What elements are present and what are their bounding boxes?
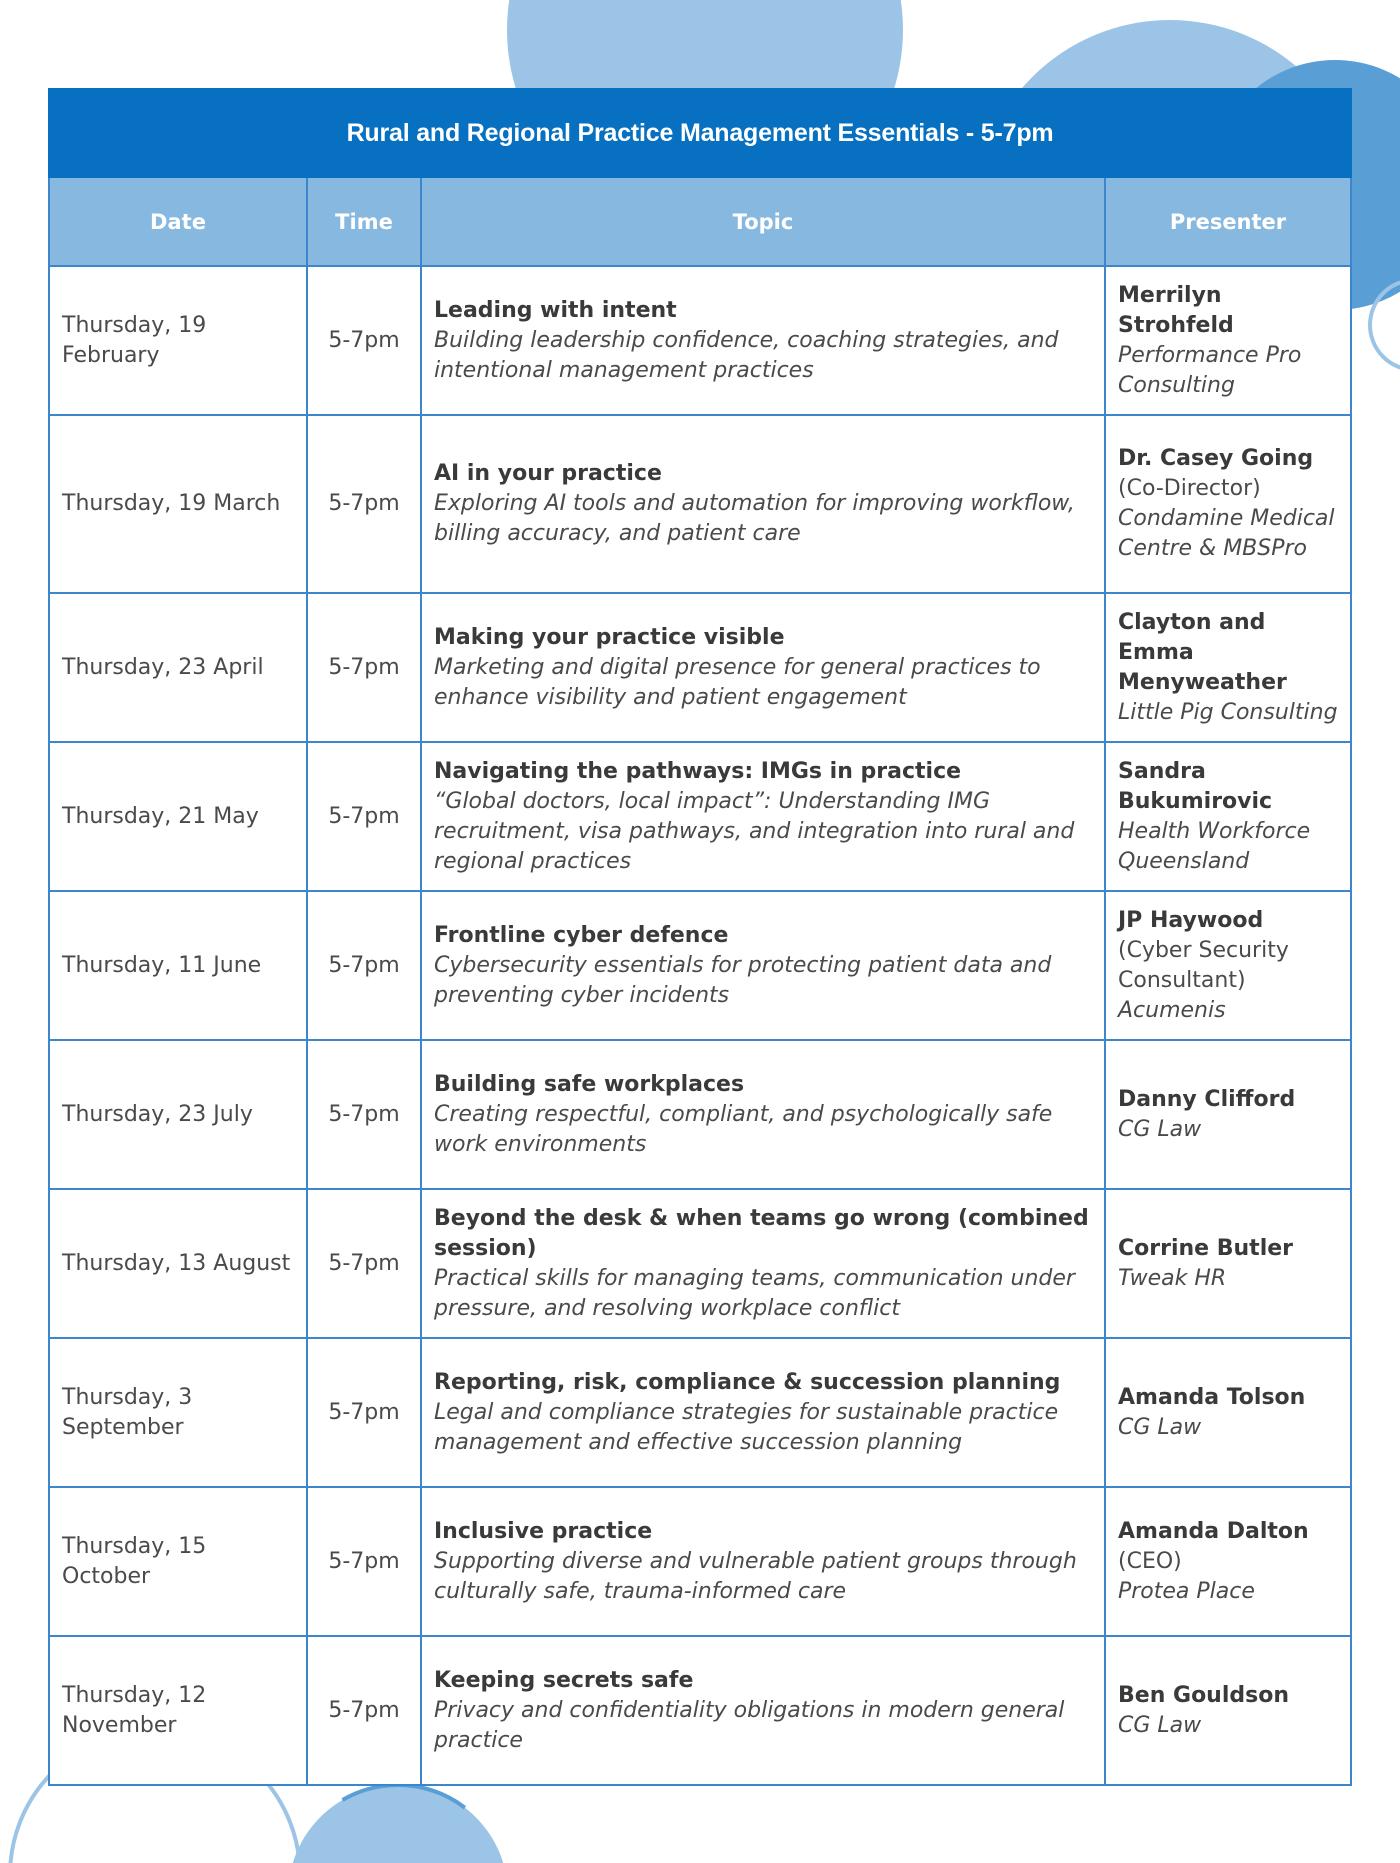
session-presenter xyxy=(1105,742,1351,891)
presenter-role: (Co-Director) xyxy=(1118,476,1261,501)
presenter-role: (CEO) xyxy=(1118,1548,1182,1574)
session-time: 5-7pm xyxy=(307,891,421,1040)
session-date: Thursday, 12 November xyxy=(49,1636,307,1785)
topic-description: Marketing and digital presence for general practices to enhance visibility and patient engagement xyxy=(434,654,1041,710)
presenter-organisation: Condamine Medical Centre & MBSPro xyxy=(1118,506,1335,561)
session-date: Thursday, 3 September xyxy=(49,1338,307,1487)
presenter-name: Dr. Casey Going xyxy=(1118,446,1314,471)
presenter-organisation: Performance Pro Consulting xyxy=(1118,342,1302,398)
session-topic xyxy=(421,742,1105,891)
session-time: 5-7pm xyxy=(307,1189,421,1338)
session-date: Thursday, 19 March xyxy=(49,415,307,593)
presenter-organisation: CG Law xyxy=(1118,1116,1202,1142)
session-presenter xyxy=(1105,1189,1351,1338)
session-topic xyxy=(421,266,1105,415)
topic-description: Exploring AI tools and automation for improving workflow, billing accuracy, and patient care xyxy=(434,491,1075,546)
presenter-name: Danny Clifford xyxy=(1118,1086,1296,1112)
presenter-name: JP Haywood xyxy=(1118,907,1264,933)
topic-description: Creating respectful, compliant, and psychologically safe work environments xyxy=(434,1101,1053,1157)
session-presenter xyxy=(1105,1338,1351,1487)
session-presenter xyxy=(1105,891,1351,1040)
topic-title: AI in your practice xyxy=(434,461,662,486)
circle-bottom-center xyxy=(288,1785,508,1863)
table-row xyxy=(49,891,1351,1040)
session-date: Thursday, 11 June xyxy=(49,891,307,1040)
session-date: Thursday, 23 April xyxy=(49,593,307,742)
presenter-organisation: Protea Place xyxy=(1118,1578,1255,1604)
topic-title: Inclusive practice xyxy=(434,1518,653,1544)
session-time: 5-7pm xyxy=(307,593,421,742)
session-date: Thursday, 21 May xyxy=(49,742,307,891)
table-title: Rural and Regional Practice Management Essentials - 5-7pm xyxy=(49,89,1351,177)
topic-title: Making your practice visible xyxy=(434,624,785,650)
session-date: Thursday, 19 February xyxy=(49,266,307,415)
table-row xyxy=(49,1487,1351,1636)
presenter-name: Amanda Dalton xyxy=(1118,1518,1309,1544)
session-topic xyxy=(421,1189,1105,1338)
topic-title: Leading with intent xyxy=(434,297,677,323)
session-topic xyxy=(421,1338,1105,1487)
session-topic xyxy=(421,593,1105,742)
table-row xyxy=(49,1338,1351,1487)
session-date: Thursday, 23 July xyxy=(49,1040,307,1189)
session-date: Thursday, 13 August xyxy=(49,1189,307,1338)
table-row xyxy=(49,1636,1351,1785)
presenter-role: (Cyber Security Consultant) xyxy=(1118,937,1289,993)
column-header-topic: Topic xyxy=(421,177,1105,266)
session-topic xyxy=(421,1487,1105,1636)
session-presenter xyxy=(1105,1636,1351,1785)
presenter-name: Sandra Bukumirovic xyxy=(1118,758,1273,814)
session-time: 5-7pm xyxy=(307,742,421,891)
column-header-presenter: Presenter xyxy=(1105,177,1351,266)
topic-title: Frontline cyber defence xyxy=(434,922,729,948)
session-presenter xyxy=(1105,1040,1351,1189)
presenter-name-line xyxy=(1118,906,1338,996)
column-header-time: Time xyxy=(307,177,421,266)
topic-description: Legal and compliance strategies for sustainable practice management and effective succession planning xyxy=(434,1399,1059,1455)
presenter-name: Clayton and Emma Menyweather xyxy=(1118,609,1287,695)
topic-title: Building safe workplaces xyxy=(434,1071,745,1097)
column-header-date: Date xyxy=(49,177,307,266)
session-time: 5-7pm xyxy=(307,266,421,415)
presenter-name: Amanda Tolson xyxy=(1118,1384,1306,1410)
presenter-organisation: CG Law xyxy=(1118,1712,1202,1738)
session-time: 5-7pm xyxy=(307,1040,421,1189)
presenter-organisation: Acumenis xyxy=(1118,997,1226,1023)
presenter-name: Corrine Butler xyxy=(1118,1235,1294,1261)
table-row xyxy=(49,415,1351,593)
session-date: Thursday, 15 October xyxy=(49,1487,307,1636)
session-presenter xyxy=(1105,593,1351,742)
session-time: 5-7pm xyxy=(307,1338,421,1487)
table-row xyxy=(49,593,1351,742)
table-row xyxy=(49,742,1351,891)
topic-description: Supporting diverse and vulnerable patient groups through culturally safe, trauma-informed care xyxy=(434,1548,1077,1604)
table-row xyxy=(49,1040,1351,1189)
topic-description: Privacy and confidentiality obligations in modern general practice xyxy=(434,1697,1065,1753)
table-row xyxy=(49,1189,1351,1338)
presenter-name: Merrilyn Strohfeld xyxy=(1118,282,1234,338)
session-topic xyxy=(421,891,1105,1040)
table-row xyxy=(49,266,1351,415)
session-topic xyxy=(421,1636,1105,1785)
presenter-name: Ben Gouldson xyxy=(1118,1682,1290,1708)
topic-title: Beyond the desk & when teams go wrong (combined session) xyxy=(434,1205,1089,1261)
presenter-organisation: Health Workforce Queensland xyxy=(1118,818,1311,874)
session-time: 5-7pm xyxy=(307,1487,421,1636)
presenter-organisation: CG Law xyxy=(1118,1414,1202,1440)
presenter-organisation: Tweak HR xyxy=(1118,1265,1227,1291)
topic-title: Reporting, risk, compliance & succession planning xyxy=(434,1369,1061,1395)
session-time: 5-7pm xyxy=(307,415,421,593)
topic-description: Practical skills for managing teams, communication under pressure, and resolving workplace conflict xyxy=(434,1265,1075,1321)
presenter-organisation: Little Pig Consulting xyxy=(1118,699,1338,725)
topic-title: Keeping secrets safe xyxy=(434,1667,694,1693)
session-topic xyxy=(421,415,1105,593)
topic-description: Cybersecurity essentials for protecting patient data and preventing cyber incidents xyxy=(434,952,1052,1008)
topic-description: “Global doctors, local impact”: Understanding IMG recruitment, visa pathways, and integration into rural and regional practices xyxy=(434,788,1075,874)
session-presenter xyxy=(1105,415,1351,593)
schedule-table-wrapper xyxy=(48,88,1350,1786)
session-presenter xyxy=(1105,266,1351,415)
session-time: 5-7pm xyxy=(307,1636,421,1785)
session-topic xyxy=(421,1040,1105,1189)
schedule-table xyxy=(48,88,1352,1786)
session-presenter xyxy=(1105,1487,1351,1636)
topic-title: Navigating the pathways: IMGs in practice xyxy=(434,758,962,784)
topic-description: Building leadership confidence, coaching strategies, and intentional management practices xyxy=(434,327,1059,383)
